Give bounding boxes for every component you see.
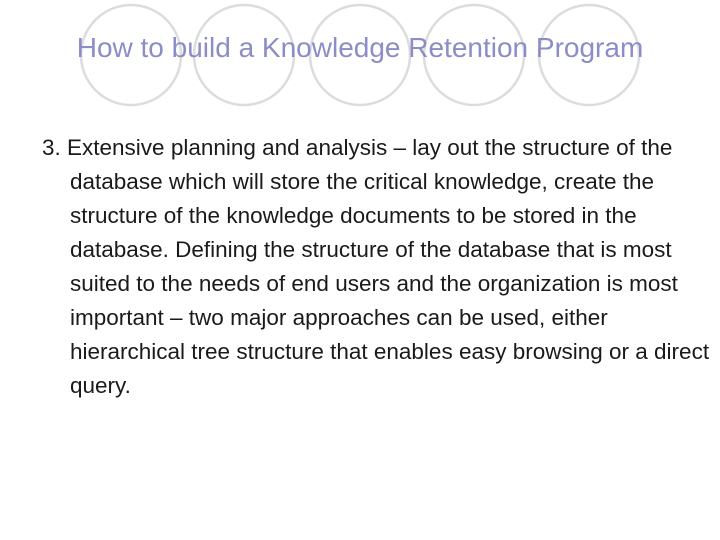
slide-body-text: 3. Extensive planning and analysis – lay out the structure of the database which will store the critical knowledge, create the structure of the knowledge documents to be stored in the database. Defining the structure of the database that is most suited to the needs of end users and the organization is most important – two major approaches can be used, either hierarchical tree structure that enables easy browsing or a direct query. <box>42 135 710 398</box>
slide-title: How to build a Knowledge Retention Program <box>76 32 644 63</box>
